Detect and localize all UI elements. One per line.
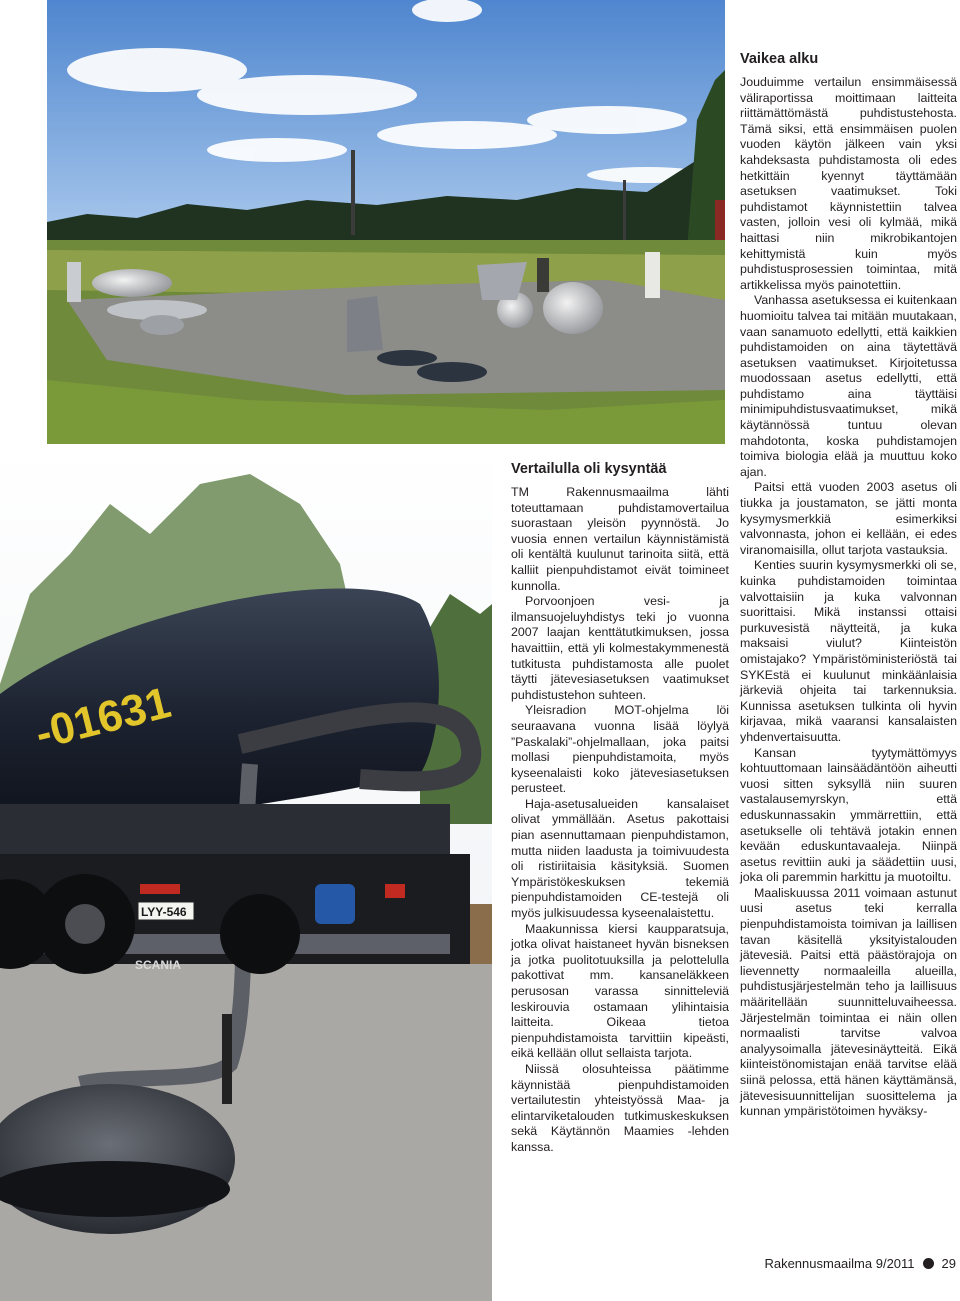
paragraph: TM Rakennusmaailma lähti toteuttamaan puhdistamovertailua suorastaan yleisön pyynnöstä. Jo vuosia ennen vertailun käynnistämistä oli kentältä kuulunut tarinoita siitä, että kalliit pienpuhdistamot eivät toimineet kunnolla. [511, 485, 729, 593]
paragraph: Yleisradion MOT-ohjelma löi seuraavana vuonna lisää löylyä ”Paskalaki”-ohjelmallaan, joka paitsi mollasi pienpuhdistamoita, myös kyseenalaisti koko jätevesiasetuksen perusteet. [511, 703, 729, 796]
paragraph: Vanhassa asetuksessa ei kuitenkaan huomioitu talvea tai mitään muutakaan, vaan sanamuoto edellytti, että kaikkien puhdistamoiden on aina täytettävä asetuksen vaatimukset. Kirjoitetussa muodossaan asetus edellytti, että puhdistamo aina täyttäisi minimipuhdistusvaatimukset, mikä käytännössä tuntuu olevan mahdotonta, koska puhdistamojen toimiva biologia elää ja muuttuu koko ajan. [740, 293, 957, 479]
truck-brand: SCANIA [135, 958, 182, 972]
photo-tanker-truck [0, 444, 492, 1301]
page-number: 29 [941, 1256, 956, 1271]
paragraph: Maakunnissa kiersi kaupparatsuja, jotka olivat haistaneet hyvän bisneksen ja jotka puolitotuuksilla ja pelottelulla pakottivat mm. kansaneläkkeen perusosan varassa sinnitteleviä leskirouvia ostamaan ylihintaisia laitteita. Oikeaa tietoa pienpuhdistamoista tarvittiin kipeästi, eikä kellään ollut sellaista tarjota. [511, 921, 729, 1061]
paragraph: Niissä olosuhteissa päätimme käynnistää pienpuhdistamoiden vertailutestin yhteistyössä Maa- ja elintarviketalouden tutkimuskeskuksen sekä Käytännön Maamies -lehden kanssa. [511, 1061, 729, 1154]
magazine-issue: Rakennusmaailma 9/2011 [764, 1256, 915, 1271]
page-footer [764, 1256, 956, 1271]
article-column-right [740, 50, 957, 1120]
tank-label: -01631 [30, 678, 176, 759]
tanker-truck-photo-image [0, 444, 492, 1301]
section-heading-demand: Vertailulla oli kysyntää [511, 461, 667, 477]
paragraph: Maaliskuussa 2011 voimaan astunut uusi asetus teki kerralla pienpuhdistamoista toimivan ja laillisen tavan käsitellä yksityistalouden jätevesiä. Paitsi että päästörajoja on lievennetty normaaleilla alueilla, puhdistusjärjestelmän teho ja laillisuus määritellään suunnitteluvaiheessa. Järjestelmän toimintaa ei näin ollen normaalisti tarvitse valvoa analyysoimalla jätevesinäytteitä. Eikä kiinteistönomistajan enää tarvitse elää siinä pelossa, että hänen käyttämänsä, jätevesisuunnittelijan suosittelema ja kunnan ympäristötoimen hyväksy- [740, 885, 957, 1119]
paragraph: Haja-asetusalueiden kansalaiset olivat ymmällään. Asetus pakottaisi pian asennuttamaan pienpuhdistamon, mutta niiden laadusta ja toimivuudesta oli ristiriitaisia käsityksiä. Suomen Ympäristökeskuksen tekemiä pienpuhdistamoiden CE-testejä oli myös julkisuudessa kyseenalaistettu. [511, 796, 729, 921]
paragraph: Kenties suurin kysymysmerkki oli se, kuinka puhdistamoiden toimintaa valvottaisiin ja kuka valvonnan suorittaisi. Mikä instanssi ottaisi purkuvesistä näytteitä, ja kuka maksaisi viulut? Kiinteistön omistajako? Ympäristöministeriöstä tai SYKEstä ei kuulunut minkäänlaisia järkeviä ohjeita tai tarkennuksia. Kunnissa asetuksen tulkinta oli hyvin kirjavaa, mikä vaaransi kansalaisten yhdenvertaisuutta. [740, 558, 957, 744]
paragraph: Jouduimme vertailun ensimmäisessä väliraportissa moittimaan laitteita riittämättömästä puhdistustehosta. Tämä siksi, että ensimmäisen puolen vuoden käytön jälkeen vain yksi kahdeksasta puhdistamosta oli edes hetkittäin kyennyt täyttämään asetuksen vaatimukset. Toki puhdistamot käynnistettiin talvea vasten, jolloin vesi oli kylmää, mikä haittasi niin mikrobikantojen kehittymistä kuin myös puhdistusprosessien toimintaa, mitä artikkelissa myös painotettiin. [740, 75, 957, 292]
truck-plate: LYY-546 [141, 905, 187, 919]
bullet-dot-icon [923, 1258, 934, 1269]
photo-test-field [47, 0, 725, 444]
test-field-photo-image [47, 0, 725, 444]
article-column-middle [511, 460, 729, 1156]
paragraph: Porvoonjoen vesi- ja ilmansuojeluyhdistys teki jo vuonna 2007 laajan kenttätutkimuksen, jossa havaittiin, että yli kolmestakymmenestä tutkitusta puhdistamosta alle puolet täytti jätevesiasetuksen vaatimukset puhdistustehon suhteen. [511, 594, 729, 702]
section-heading-difficult-start: Vaikea alku [740, 51, 819, 67]
paragraph: Kansan tyytymättömyys kohtuuttomaan lainsäädäntöön aiheutti vuosi sitten syksyllä niin suuren vastalausemyrskyn, että eduskunnassakin ymmärrettiin, että asetukselle oli tehtävä jotakin ennen kevään eduskuntavaaleja. Niinpä asetus revittiin auki ja säädettiin uusi, joka oli paremmin harkittu ja muotoiltu. [740, 745, 957, 885]
paragraph: Paitsi että vuoden 2003 asetus oli tiukka ja joustamaton, se jätti monta kysymysmerkkiä esimerkiksi valvonnasta, johon ei kellään, ei edes viranomaisilla, ollut tarjota vastauksia. [740, 480, 957, 557]
